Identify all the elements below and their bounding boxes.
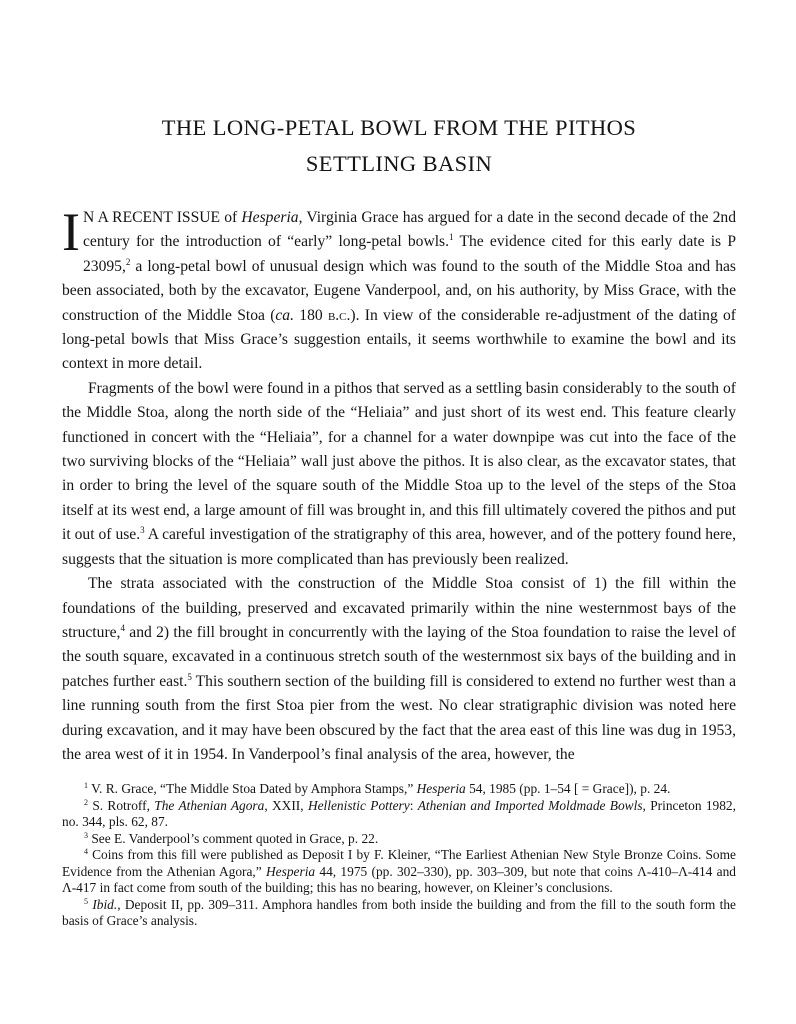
footnotes <box>62 781 736 930</box>
footnote-ref-1[interactable]: 1 <box>449 232 454 243</box>
footnote-2: $^2$ S. Rotroff, The Athenian Agora, XXII, Hellenistic Pottery: Athenian and Imported Moldmade Bowls, Princeton 1982, no. 344, pls. 62, 87. <box>62 797 736 830</box>
footnote-ref-4[interactable]: 4 <box>120 622 125 633</box>
article-page <box>62 110 736 930</box>
paragraph-1: I N A RECENT ISSUE of Hesperia, Virginia Grace has argued for a date in the second decade of the 2nd century for the introduction of “early” long-petal bowls.$^1$ The evidence cited for this early date is P 23095,$^2$ a long-petal bowl of unusual design which was found to the south of the Middle Stoa and has been associated, both by the excavator, Eugene Vanderpool, and, on his authority, by Miss Grace, with the construction of the Middle Stoa (ca. 180 b.c.). In view of the considerable re-adjustment of the dating of long-petal bowls that Miss Grace’s suggestion entails, it seems worthwhile to examine the bowl and its context in more detail. <box>62 202 737 373</box>
footnote-ref-3[interactable]: 3 <box>140 525 145 536</box>
footnote-3: $^3$ See E. Vanderpool’s comment quoted in Grace, p. 22. <box>84 830 379 846</box>
footnote-ref-5[interactable]: 5 <box>187 671 192 682</box>
paragraph-3: The strata associated with the construction of the Middle Stoa consist of 1) the fill within the foundations of the building, preserved and excavated primarily within the nine westernmost bays of the structure,$^4$ and 2) the fill brought in concurrently with the laying of the Stoa foundation to raise the level of the south square, excavated in a continuous stretch south of the westernmost six bays of the building and in patches further east.$^5$ This southern section of the building fill is considered to extend no further west than a line running south from the first Stoa pier from the west. No clear stratigraphic division was noted here during excavation, and it may have been obscured by the fact that the area east of this line was dug in 1953, the area west of it in 1954. In Vanderpool’s final analysis of the area, however, the <box>62 575 736 763</box>
title-line-2: SETTLING BASIN <box>305 151 493 176</box>
footnote-4: $^4$ Coins from this fill were published as Deposit I by F. Kleiner, “The Earliest Athenian New Style Bronze Coins. Some Evidence from the Athenian Agora,” Hesperia 44, 1975 (pp. 302–330), pp. 303–309, but note that coins Λ-410–Λ-414 and Λ-417 in fact come from south of the building; this has no bearing, however, on Kleiner’s conclusions. <box>62 847 736 896</box>
paragraph-2: Fragments of the bowl were found in a pithos that served as a settling basin considerably to the south of the Middle Stoa, along the north side of the “Heliaia” and just short of its west end. This feature clearly functioned in concert with the “Heliaia”, for a channel for a water downpipe was cut into the face of the two surviving blocks of the “Heliaia” wall just above the pithos. It is also clear, as the excavator states, that in order to bring the level of the square south of the Middle Stoa up to the level of the steps of the Stoa itself at its west end, a large amount of fill was brought in, and this fill ultimately covered the pithos and put it out of use.$^3$ A careful investigation of the stratigraphy of this area, however, and of the pottery found here, suggests that the situation is more complicated than has previously been realized. <box>62 379 737 568</box>
article-body <box>62 202 737 767</box>
footnote-ref-2[interactable]: 2 <box>125 256 131 267</box>
article-title <box>62 110 736 182</box>
footnote-1: $^1$ V. R. Grace, “The Middle Stoa Dated by Amphora Stamps,” Hesperia 54, 1985 (pp. 1–54 [ = Grace]), p. 24. <box>84 781 671 797</box>
drop-cap: I <box>62 202 80 262</box>
footnote-5: $^5$ Ibid., Deposit II, pp. 309–311. Amphora handles from both inside the building and from the fill to the south form the basis of Grace’s analysis. <box>62 896 736 929</box>
title-line-1: THE LONG-PETAL BOWL FROM THE PITHOS <box>161 115 637 140</box>
